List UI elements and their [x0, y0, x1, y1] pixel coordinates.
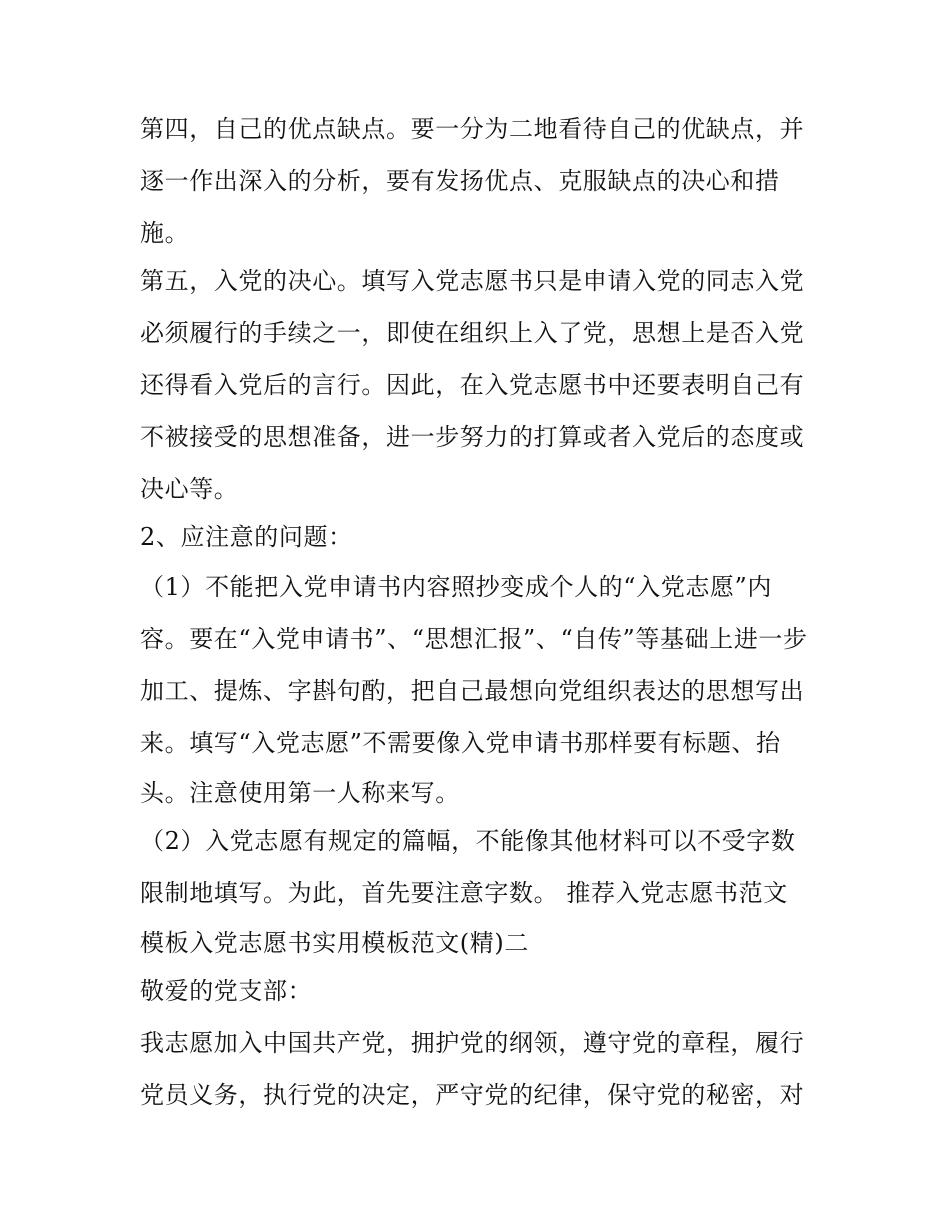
- paragraph-line: 加工、提炼、字斟句酌，把自己最想向党组织表达的思想写出: [140, 677, 805, 705]
- paragraph-line: （2）入党志愿有规定的篇幅，不能像其他材料可以不受字数: [140, 827, 796, 855]
- paragraph-line: 容。要在“入党申请书”、“思想汇报”、“自传”等基础上进一步: [140, 625, 808, 653]
- paragraph-line: 党员义务，执行党的决定，严守党的纪律，保守党的秘密，对: [140, 1081, 805, 1109]
- paragraph-line: 头。注意使用第一人称来写。: [140, 779, 460, 807]
- paragraph-line: 逐一作出深入的分析，要有发扬优点、克服缺点的决心和措: [140, 167, 780, 195]
- paragraph-line: 第五，入党的决心。填写入党志愿书只是申请入党的同志入党: [140, 267, 805, 295]
- paragraph-line: 施。: [140, 219, 190, 247]
- paragraph-line: 第四，自己的优点缺点。要一分为二地看待自己的优缺点，并: [140, 115, 805, 143]
- paragraph-line: 还得看入党后的言行。因此，在入党志愿书中还要表明自己有: [140, 371, 805, 399]
- paragraph-line: 模板入党志愿书实用模板范文(精)二: [140, 929, 529, 957]
- paragraph-line: 来。填写“入党志愿”不需要像入党申请书那样要有标题、抬: [140, 729, 781, 757]
- salutation: 敬爱的党支部：: [140, 977, 313, 1005]
- paragraph-line: 决心等。: [140, 475, 239, 503]
- paragraph-line: 我志愿加入中国共产党，拥护党的纲领，遵守党的章程，履行: [140, 1029, 805, 1057]
- paragraph-line: （1）不能把入党申请书内容照抄变成个人的“入党志愿”内: [140, 573, 773, 601]
- paragraph-line: 必须履行的手续之一，即使在组织上入了党，思想上是否入党: [140, 319, 805, 347]
- section-heading: 2、应注意的问题：: [140, 523, 353, 551]
- paragraph-line: 限制地填写。为此，首先要注意字数。 推荐入党志愿书范文: [140, 879, 788, 907]
- paragraph-line: 不被接受的思想准备，进一步努力的打算或者入党后的态度或: [140, 423, 805, 451]
